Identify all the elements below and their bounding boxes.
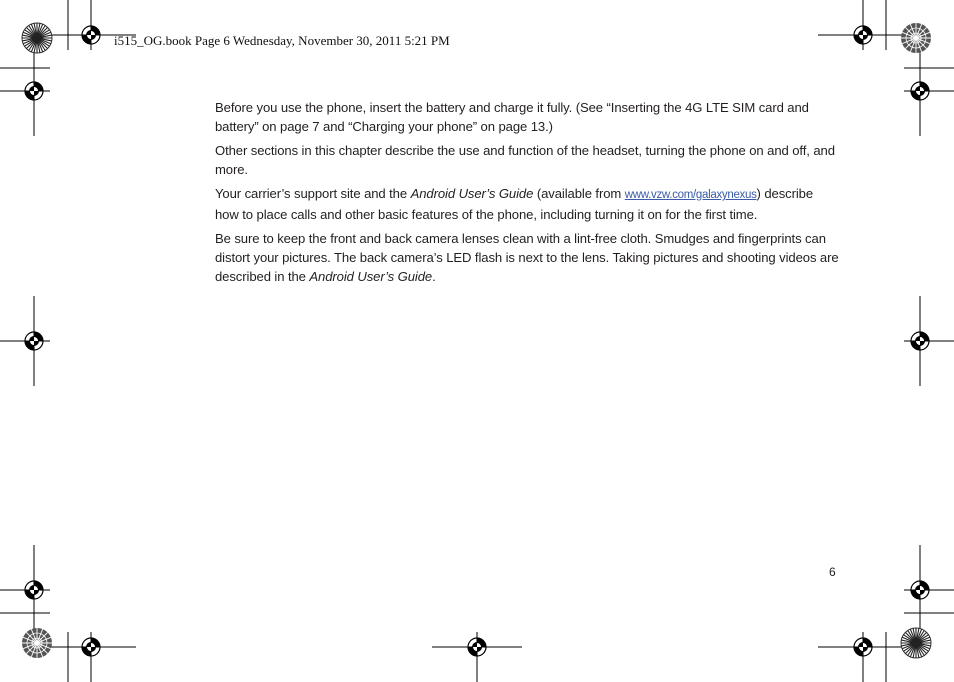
text-segment: ) describe how to place calls and other basic features of the phone, including turning it on for the first time. (215, 186, 814, 222)
paragraph-carrier-support (215, 184, 840, 224)
text-segment: Be sure to keep the front and back camera lenses clean with a lint-free cloth. Smudges and fingerprints can distort your pictures. The back camera’s LED flash is next to the lens. Taking pictures and shooting videos are described in the (215, 231, 839, 284)
book-slug-line: i515_OG.book Page 6 Wednesday, November 30, 2011 5:21 PM (114, 33, 450, 48)
support-site-link[interactable]: www.vzw.com/galaxynexus (624, 189, 757, 201)
page-body (215, 98, 840, 291)
text-segment: Your carrier’s support site and the (215, 186, 411, 201)
paragraph-camera-care (215, 229, 840, 286)
paragraph-other-sections: Other sections in this chapter describe the use and function of the headset, turning the phone on and off, and more. (215, 143, 835, 177)
page-number: 6 (829, 565, 836, 579)
guide-title: Android User’s Guide (309, 269, 433, 284)
paragraph-before-use: Before you use the phone, insert the battery and charge it fully. (See “Inserting the 4G LTE SIM card and battery” on page 7 and “Charging your phone” on page 13.) (215, 100, 809, 134)
text-segment: (available from (533, 186, 625, 201)
guide-title: Android User’s Guide (410, 186, 534, 201)
text-segment: . (432, 269, 436, 284)
